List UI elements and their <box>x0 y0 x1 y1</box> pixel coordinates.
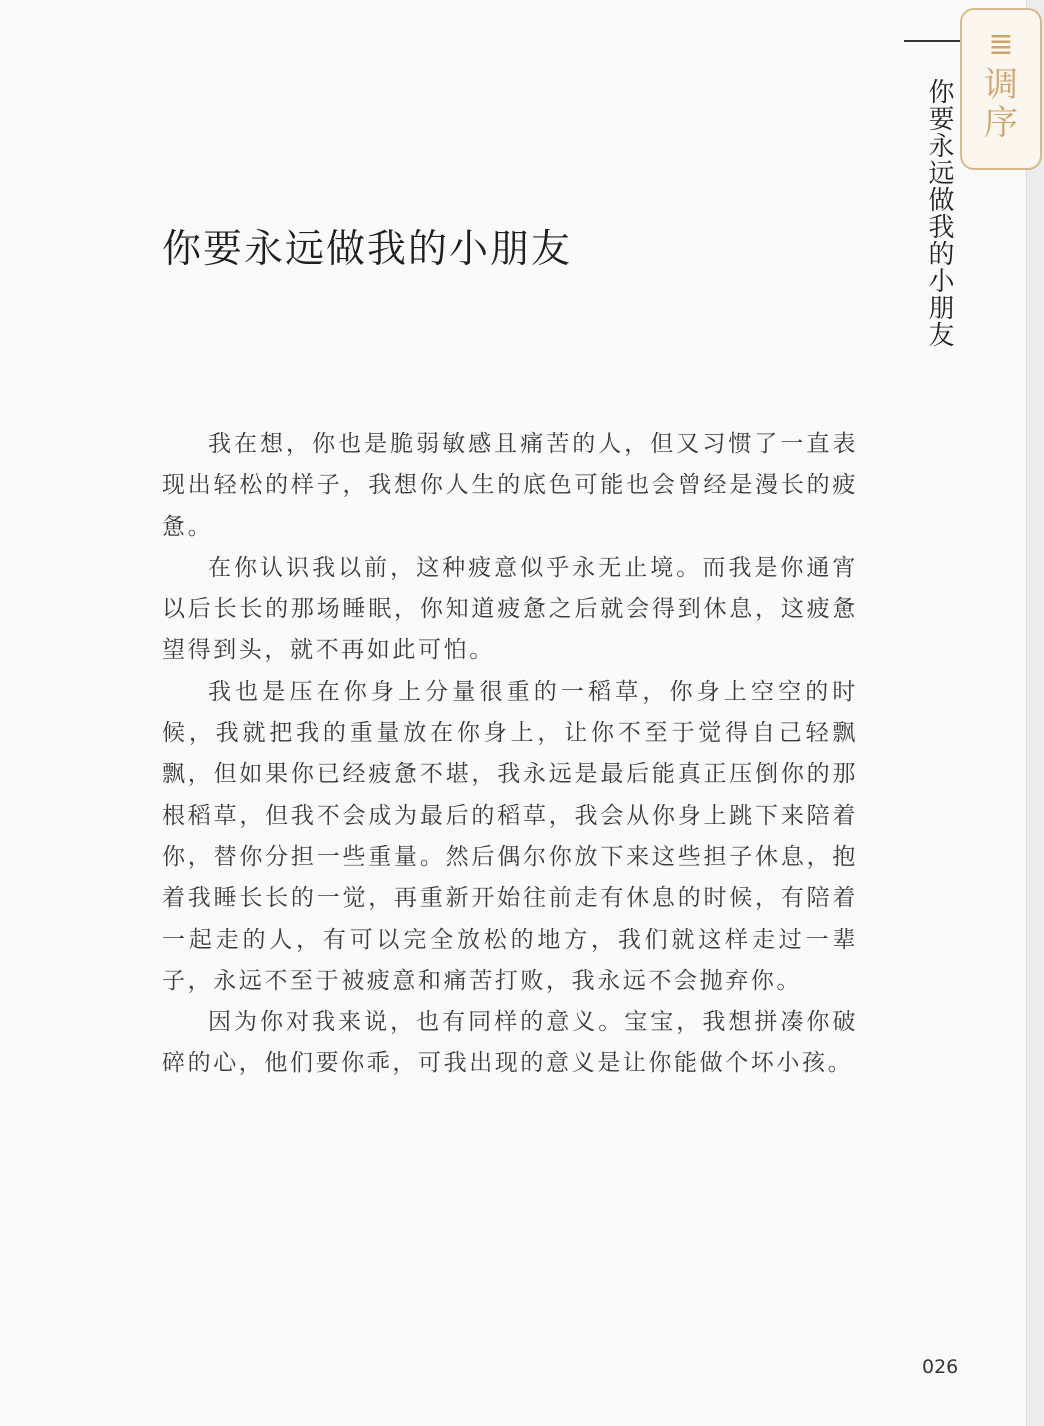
chapter-tab-title: 调序 <box>984 65 1018 143</box>
body-text <box>162 424 858 1085</box>
paragraph: 我在想，你也是脆弱敏感且痛苦的人，但又习惯了一直表现出轻松的样子，我想你人生的底色可能也会曾经是漫长的疲惫。 <box>162 431 858 540</box>
chapter-tab <box>960 8 1042 170</box>
page-edge-strip <box>1026 0 1044 1426</box>
page-number: 026 <box>922 1356 959 1378</box>
page-title: 你要永远做我的小朋友 <box>162 227 573 272</box>
header-rule <box>904 40 962 42</box>
paragraph: 我也是压在你身上分量很重的一稻草，你身上空空的时候，我就把我的重量放在你身上，让你不至于觉得自己轻飘飘，但如果你已经疲惫不堪，我永远是最后能真正压倒你的那根稻草，但我不会成为最后的稻草，我会从你身上跳下来陪着你，替你分担一些重量。然后偶尔你放下来这些担子休息，抱着我睡长长的一觉，再重新开始往前走有休息的时候，有陪着一起走的人，有可以完全放松的地方，我们就这样走过一辈子，永远不至于被疲意和痛苦打败，我永远不会抛弃你。 <box>162 678 858 994</box>
chapter-tab-icon: ≣ <box>988 27 1014 62</box>
paragraph: 在你认识我以前，这种疲意似乎永无止境。而我是你通宵以后长长的那场睡眠，你知道疲惫之后就会得到休息，这疲惫望得到头，就不再如此可怕。 <box>162 554 858 664</box>
paragraph: 因为你对我来说，也有同样的意义。宝宝，我想拼凑你破碎的心，他们要你乖，可我出现的意义是让你能做个坏小孩。 <box>162 1009 858 1077</box>
running-head: 你要永远做我的小朋友 <box>924 78 954 348</box>
